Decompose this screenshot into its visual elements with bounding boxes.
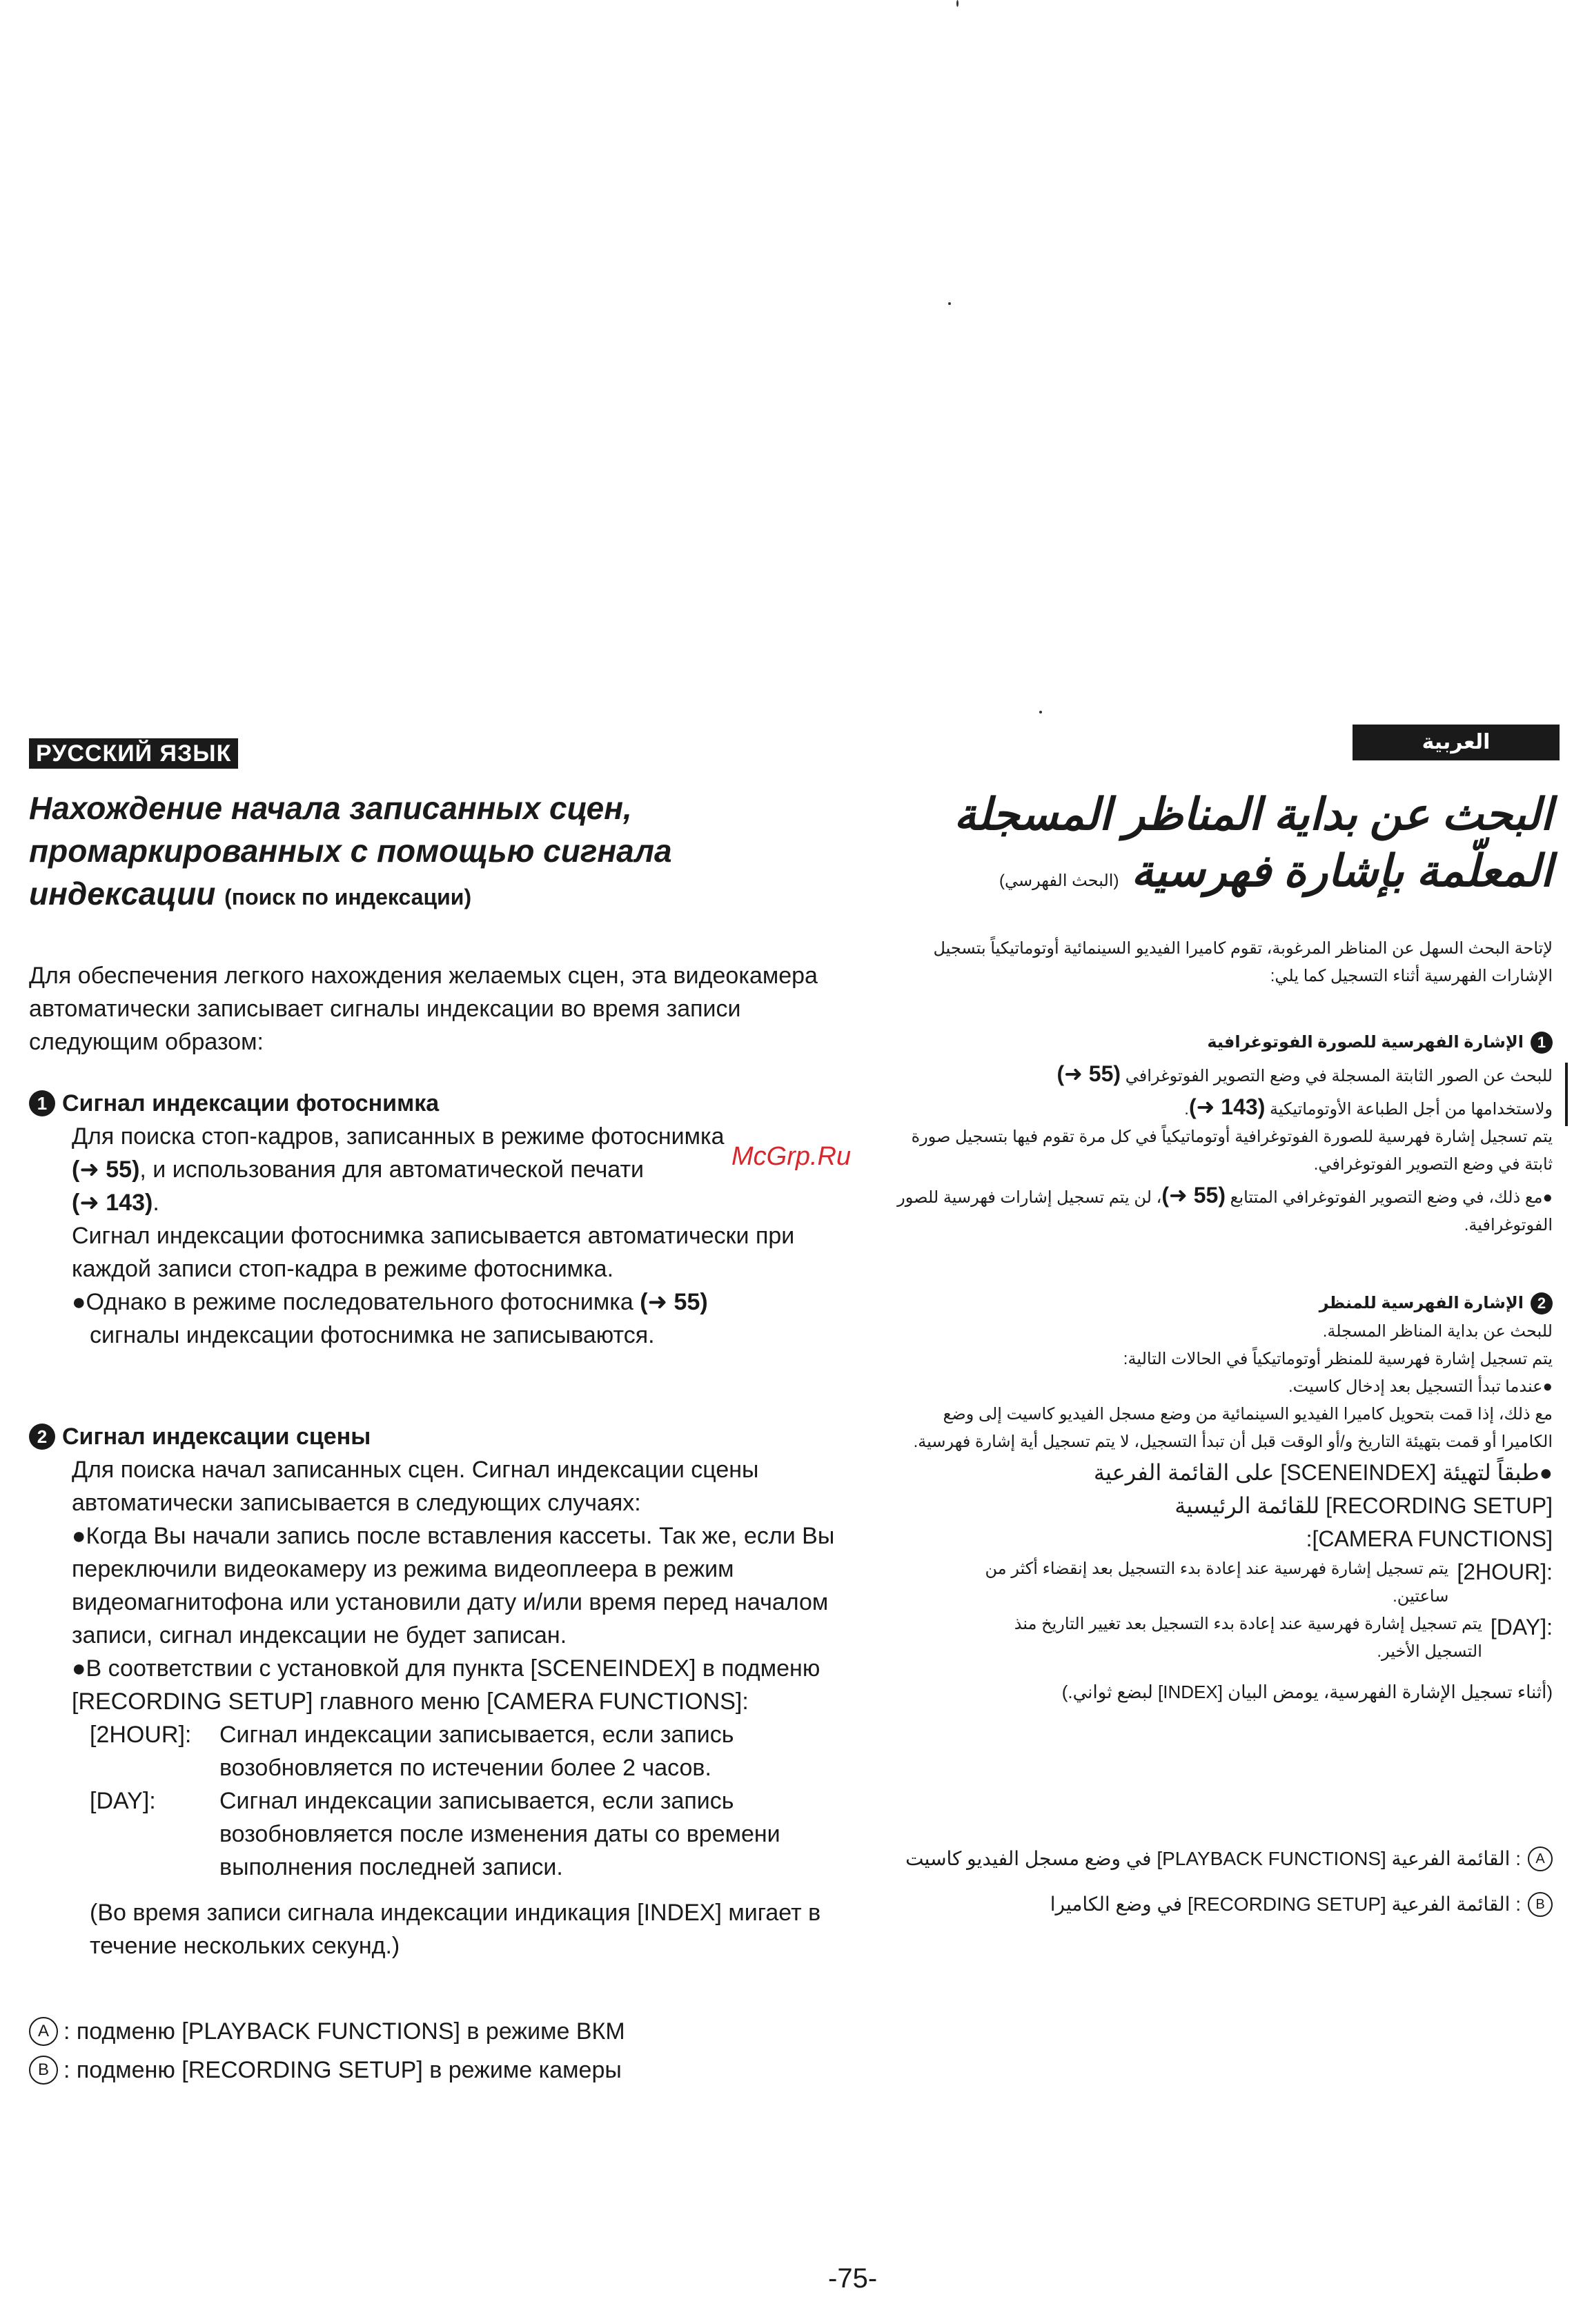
footnotes-russian: [29, 2012, 625, 2089]
body-text: ولاستخدامها من أجل الطباعة الأوتوماتيكية: [1270, 1100, 1553, 1119]
settings-table: [29, 1718, 857, 1884]
setting-value: يتم تسجيل إشارة فهرسية عند إعادة بدء التسجيل بعد تغيير التاريخ منذ التسجيل الأخير.: [1014, 1615, 1482, 1661]
circled-a-icon: A: [29, 2017, 58, 2046]
index-note: (Во время записи сигнала индексации индикация [INDEX] мигает в течение нескольких секунд.): [90, 1900, 821, 1959]
number-badge-icon: 2: [1531, 1292, 1553, 1314]
section-heading-text: الإشارة الفهرسية للمنظر: [1319, 1294, 1524, 1312]
setting-value: Сигнал индексации записывается, если запись возобновляется по истечении более 2 часов.: [219, 1722, 734, 1781]
bullet-continuation: [RECORDING SETUP] للقائمة الرئيسية: [1174, 1493, 1553, 1518]
number-badge-icon: 1: [1531, 1032, 1553, 1054]
section-heading: [897, 1028, 1553, 1057]
number-badge-icon: 2: [29, 1424, 55, 1450]
body-line: للبحث عن بداية المناظر المسجلة.: [1322, 1322, 1553, 1341]
setting-key: [2HOUR]:: [90, 1722, 192, 1748]
bullet-item: ●В соответствии с установкой для пункта [SCENEINDEX] в подменю [RECORDING SETUP] главного меню [CAMERA FUNCTIONS]:: [72, 1655, 820, 1715]
title-text: المعلّمة بإشارة فهرسية: [1131, 846, 1553, 896]
section-heading: [29, 1087, 857, 1120]
title-line: промаркированных с помощью сигнала: [29, 833, 672, 869]
setting-key: [DAY]:: [1490, 1615, 1553, 1639]
section-scene-index-arabic: [897, 1289, 1553, 1708]
section-heading: [897, 1289, 1553, 1318]
body-line: Для поиска стоп-кадров, записанных в режиме фотоснимка: [72, 1123, 725, 1150]
language-tab-arabic: العربية: [1353, 725, 1560, 760]
footnote: [897, 1888, 1553, 1921]
setting-key: [2HOUR]:: [1457, 1559, 1553, 1584]
circled-b-icon: B: [1528, 1892, 1553, 1917]
number-badge-icon: 1: [29, 1090, 55, 1116]
scan-speck: [1039, 711, 1042, 713]
footnote-text: : подменю [RECORDING SETUP] в режиме камеры: [63, 2057, 622, 2083]
body-line: [897, 1057, 1553, 1090]
footnote-text: : القائمة الفرعية [RECORDING SETUP] في وضع الكاميرا: [1050, 1893, 1521, 1915]
change-bar: [1565, 1063, 1568, 1126]
settings-row: [897, 1611, 1553, 1666]
page-reference: (➜ 143): [72, 1190, 153, 1216]
page-title-arabic-line1: البحث عن بداية المناظر المسجلة: [954, 789, 1553, 839]
circled-a-icon: A: [1528, 1847, 1553, 1871]
title-subtitle: (поиск по индексации): [224, 885, 472, 909]
bullet-item: ●عندما تبدأ التسجيل بعد إدخال كاسيت.: [1288, 1377, 1553, 1396]
footnote: [29, 2051, 625, 2089]
bullet-item: ●طبقاً لتهيئة [SCENEINDEX] على القائمة الفرعية: [1093, 1460, 1553, 1485]
settings-row: [90, 1718, 857, 1784]
settings-row: [897, 1555, 1553, 1611]
section-heading-text: الإشارة الفهرسية للصورة الفوتوغرافية: [1207, 1033, 1524, 1052]
bullet-text: ●مع ذلك، في وضع التصوير الفوتوغرافي المتتابع: [1230, 1188, 1553, 1207]
title-subtitle: (البحث الفهرسي): [999, 872, 1119, 890]
bullet-item: [897, 1179, 1553, 1239]
scan-speck: [956, 0, 958, 7]
body-paragraph: يتم تسجيل إشارة فهرسية للصورة الفوتوغرافية أوتوماتيكياً في كل مرة تقوم فيها بتسجيل صورة ثابتة في وضع التصوير الفوتوغرافي.: [911, 1127, 1553, 1174]
section-heading-text: Сигнал индексации сцены: [62, 1424, 371, 1450]
language-tab-russian: РУССКИЙ ЯЗЫК: [29, 738, 238, 769]
setting-value: Сигнал индексации записывается, если запись возобновляется после изменения даты со времени выполнения последней записи.: [219, 1788, 780, 1880]
title-line: [29, 872, 857, 918]
intro-paragraph-arabic: لإتاحة البحث السهل عن المناظر المرغوبة، تقوم كاميرا الفيديو السينمائية أوتوماتيكياً بتسجيل الإشارات الفهرسية أثناء التسجيل كما يلي:: [933, 939, 1553, 985]
body-text: , и использования для автоматической печати: [139, 1156, 645, 1183]
body-line: ولاستخدامها من أجل الطباعة الأوتوماتيكية (➜ 143).: [1184, 1094, 1553, 1119]
body-paragraph: مع ذلك، إذا قمت بتحويل كاميرا الفيديو السينمائية من وضع مسجل الفيديو كاسيت إلى وضع الكاميرا أو قمت بتهيئة التاريخ و/أو الوقت قبل أن تبدأ التسجيل، لا يتم تسجيل أية إشارة فهرسية.: [913, 1405, 1553, 1451]
page-reference: (➜ 55): [640, 1289, 708, 1315]
page-number: -75-: [828, 2263, 878, 2294]
body-line: (➜ 143).: [72, 1190, 159, 1216]
section-photoshot-index-russian: [29, 1087, 857, 1352]
section-photoshot-index-arabic: [897, 1028, 1553, 1239]
body-line: يتم تسجيل إشارة فهرسية للمنظر أوتوماتيكياً في الحالات التالية:: [1123, 1350, 1553, 1368]
footnotes-arabic: [897, 1842, 1553, 1921]
page-reference: (➜ 55): [1161, 1183, 1226, 1208]
footnote-text: : القائمة الفرعية [PLAYBACK FUNCTIONS] في وضع مسجل الفيديو كاسيت: [905, 1848, 1521, 1869]
bullet-continuation: [CAMERA FUNCTIONS]:: [1306, 1526, 1553, 1551]
index-note: (أثناء تسجيل الإشارة الفهرسية، يومض البيان [INDEX] لبضع ثواني.): [1061, 1682, 1553, 1702]
bullet-text: ●Однако в режиме последовательного фотоснимка: [72, 1289, 633, 1315]
circled-b-icon: B: [29, 2056, 58, 2085]
bullet-item: ●Когда Вы начали запись после вставления кассеты. Так же, если Вы переключили видеокамеру из режима видеоплеера в режим видеомагнитофона или установили дату и/или время перед началом записи, сигнал индексации не будет записан.: [72, 1523, 835, 1648]
page-reference: (➜ 55): [1056, 1061, 1121, 1086]
title-word: индексации: [29, 876, 216, 912]
page-reference: (➜ 143): [1188, 1094, 1266, 1119]
section-body: Для поиска начал записанных сцен. Сигнал индексации сцены автоматически записывается в следующих случаях:: [72, 1457, 759, 1516]
footnote: [29, 2012, 625, 2051]
setting-value: يتم تسجيل إشارة فهرسية عند إعادة بدء التسجيل بعد إنقضاء أكثر من ساعتين.: [985, 1559, 1449, 1606]
bullet-continuation: сигналы индексации фотоснимка не записываются.: [90, 1322, 655, 1348]
footnote: [897, 1842, 1553, 1875]
section-heading: [29, 1420, 857, 1453]
page-title-arabic-line2: [773, 843, 1553, 909]
bullet-text: ، لن يتم تسجيل إشارات فهرسية للصور الفوتوغرافية.: [897, 1188, 1553, 1234]
page-reference: (➜ 55): [72, 1156, 140, 1183]
bullet-item: [29, 1286, 857, 1319]
setting-key: [DAY]:: [90, 1788, 156, 1814]
watermark: McGrp.Ru: [731, 1142, 852, 1171]
section-scene-index-russian: [29, 1420, 857, 1962]
body-paragraph: Сигнал индексации фотоснимка записывается автоматически при каждой записи стоп-кадра в режиме фотоснимка.: [72, 1223, 795, 1282]
page-title-russian: [29, 787, 857, 918]
title-line: Нахождение начала записанных сцен,: [29, 790, 632, 826]
section-heading-text: Сигнал индексации фотоснимка: [62, 1090, 440, 1116]
footnote-text: : подменю [PLAYBACK FUNCTIONS] в режиме ВКМ: [63, 2018, 625, 2045]
intro-paragraph-russian: Для обеспечения легкого нахождения желаемых сцен, эта видеокамера автоматически записывает сигналы индексации во время записи следующим образом:: [29, 963, 818, 1055]
scan-speck: [948, 302, 951, 305]
settings-row: [90, 1784, 857, 1884]
body-text: للبحث عن الصور الثابتة المسجلة في وضع التصوير الفوتوغرافي: [1125, 1067, 1553, 1085]
